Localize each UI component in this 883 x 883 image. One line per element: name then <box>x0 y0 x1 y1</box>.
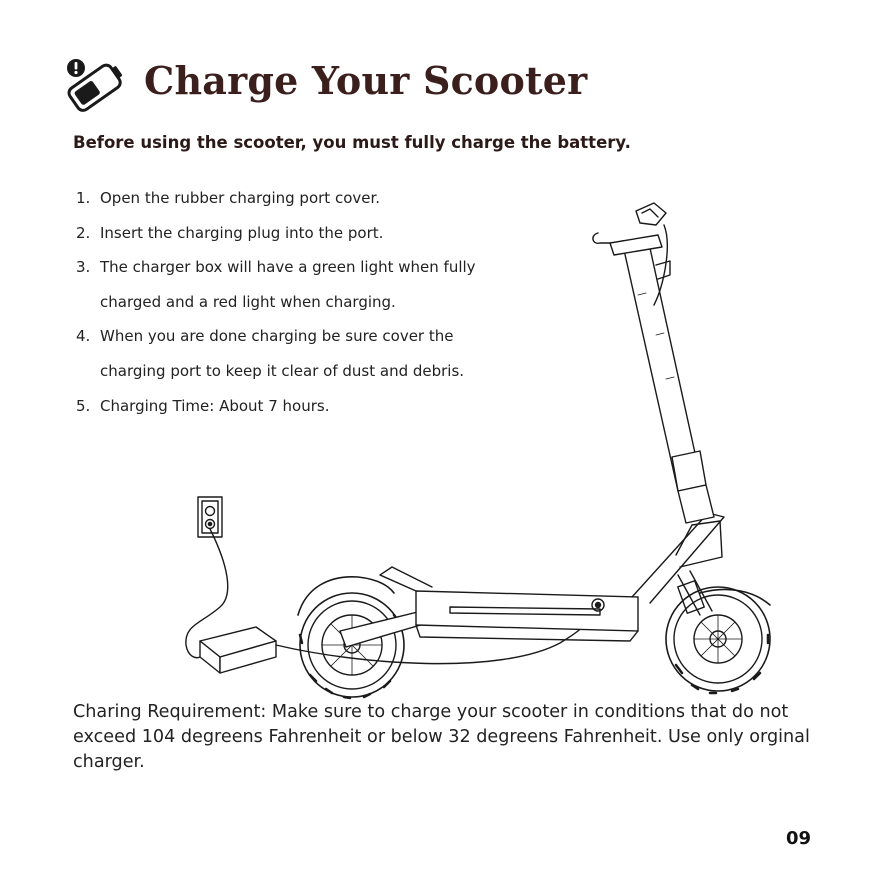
front-wheel <box>666 587 770 693</box>
wall-outlet-icon <box>198 497 222 537</box>
step-text: charging port to keep it clear of dust and debris. <box>100 361 465 380</box>
step-text: The charger box will have a green light when fully <box>100 258 476 277</box>
scooter-charging-illustration <box>180 195 780 705</box>
step-text: charged and a red light when charging. <box>100 292 396 311</box>
page-subtitle: Before using the scooter, you must fully charge the battery. <box>73 133 631 152</box>
scooter-deck <box>380 567 638 641</box>
step-text: Charging Time: About 7 hours. <box>100 396 330 415</box>
charger-box-icon <box>200 627 276 673</box>
charging-requirement: Charing Requirement: Make sure to charge your scooter in conditions that do not exceed 104 degreens Fahrenheit or below 32 degreens Fahrenheit. Use only orginal charger. <box>73 702 810 772</box>
step-number: 3. <box>76 258 91 277</box>
step-text: Insert the charging plug into the port. <box>100 223 384 242</box>
step-number: 1. <box>76 189 91 207</box>
step-number: 4. <box>76 327 91 346</box>
step-text: Open the rubber charging port cover. <box>100 189 381 207</box>
step-number: 5. <box>76 396 91 415</box>
battery-alert-icon <box>56 56 128 112</box>
page-number: 09 <box>786 828 812 849</box>
page-title: Charge Your Scooter <box>144 58 588 103</box>
step-text: When you are done charging be sure cover the <box>100 327 454 346</box>
step-number: 2. <box>76 223 91 242</box>
